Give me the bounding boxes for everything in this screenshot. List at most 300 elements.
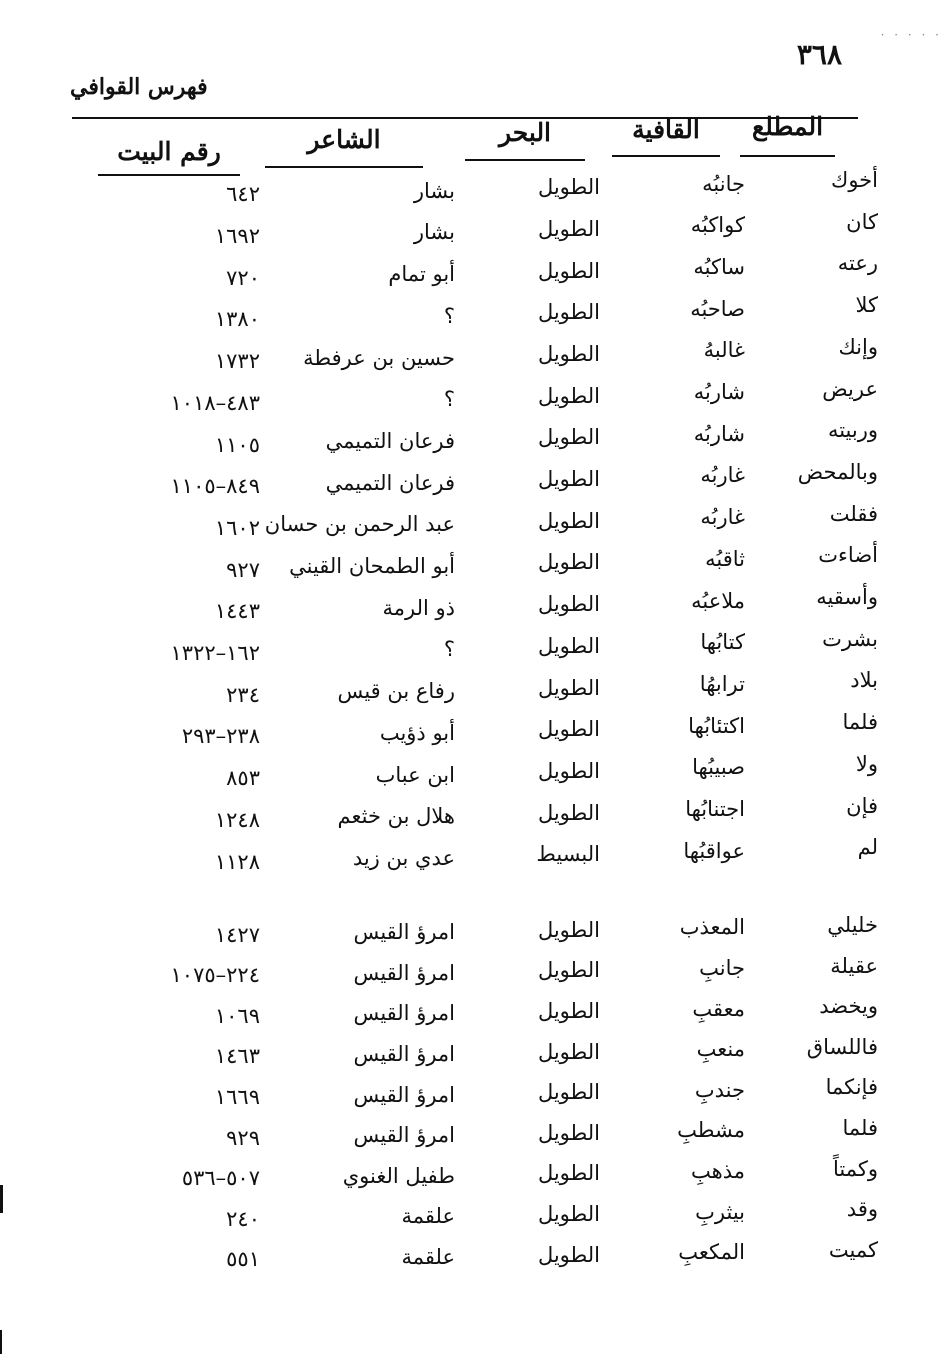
rhyme-cell-text: عواقبُها	[683, 838, 745, 863]
poet-cell	[354, 1001, 455, 1025]
meter-cell	[538, 175, 600, 199]
verse-number-cell-text: ٧٢٠	[226, 265, 260, 290]
poet-cell-text: امرؤ القيس	[353, 960, 455, 985]
page-number: ٣٦٨	[796, 38, 842, 71]
opening-cell-text: فاللساق	[806, 1034, 878, 1059]
poet-cell	[414, 179, 455, 203]
table-row	[0, 954, 950, 994]
scan-speckle: · · · · ·	[880, 28, 942, 42]
meter-cell	[538, 550, 600, 574]
verse-number-cell-text: ٢٢٤–١٠٧٥	[170, 963, 260, 988]
table-row	[0, 1075, 950, 1115]
column-header-poet-label: الشاعر	[307, 125, 381, 154]
poet-cell-text: ذو الرمة	[382, 595, 455, 620]
rhyme-cell-text: غاربُه	[700, 505, 745, 530]
opening-cell-text: بلاد	[850, 668, 878, 693]
meter-cell-text: الطويل	[537, 550, 600, 575]
poet-cell-text: امرؤ القيس	[353, 1001, 455, 1026]
poet-cell	[326, 429, 455, 453]
opening-cell-text: وأسقيه	[816, 585, 878, 609]
verse-number-cell-text: ١٤٤٣	[214, 599, 260, 624]
meter-cell-text: الطويل	[537, 1201, 600, 1226]
verse-number-cell-text: ١٤٦٣	[214, 1044, 260, 1069]
opening-cell	[798, 460, 878, 484]
poet-cell	[354, 961, 455, 985]
table-row	[0, 418, 950, 458]
opening-cell-text: وقد	[846, 1197, 878, 1222]
meter-cell	[538, 759, 600, 783]
meter-cell	[538, 425, 600, 449]
verse-number-cell	[100, 1126, 260, 1150]
verse-number-cell	[100, 474, 260, 498]
rhyme-cell	[691, 213, 745, 237]
verse-number-cell	[100, 1004, 260, 1028]
poet-cell-text: امرؤ القيس	[353, 1041, 455, 1066]
poet-cell	[444, 637, 455, 661]
meter-cell-text: الطويل	[537, 633, 600, 658]
verse-number-cell-text: ١٣٨٠	[214, 307, 260, 332]
poet-cell	[289, 554, 455, 578]
verse-number-cell	[100, 516, 260, 540]
table-row	[0, 1035, 950, 1075]
rhyme-cell-text: مذهبِ	[691, 1158, 745, 1183]
opening-cell	[822, 627, 878, 651]
verse-number-cell	[100, 307, 260, 331]
verse-number-cell-text: ٨٤٩–١١٠٥	[170, 474, 260, 499]
meter-cell-text: الطويل	[537, 1161, 600, 1186]
table-row	[0, 251, 950, 291]
rhyme-cell-text: ملاعبُه	[691, 588, 745, 613]
poet-cell-text: ابن عباب	[375, 762, 455, 787]
opening-cell	[826, 1075, 878, 1099]
meter-cell-text: الطويل	[537, 341, 600, 366]
rhyme-cell-text: اجتنابُها	[685, 797, 745, 822]
table-row	[0, 627, 950, 667]
opening-cell-text: فقلت	[829, 501, 878, 526]
poet-cell	[338, 804, 455, 828]
poet-cell-text: امرؤ القيس	[353, 1123, 455, 1148]
column-header-poet	[265, 125, 423, 154]
rhyme-cell	[700, 630, 745, 654]
rhyme-cell	[694, 422, 745, 446]
poet-cell	[383, 596, 456, 620]
poet-cell	[338, 679, 455, 703]
meter-cell-text: الطويل	[537, 383, 600, 408]
meter-cell-text: الطويل	[537, 425, 600, 450]
rhyme-cell	[697, 1037, 745, 1061]
column-header-rhyme-label: القافية	[632, 115, 700, 144]
opening-cell	[828, 418, 878, 442]
opening-cell-text: عريض	[822, 376, 878, 401]
rhyme-cell-text: صبيبُها	[692, 755, 745, 780]
meter-cell	[538, 384, 600, 408]
verse-number-cell	[100, 433, 260, 457]
rhyme-cell	[683, 839, 745, 863]
table-row	[0, 543, 950, 583]
poet-cell	[401, 1204, 455, 1228]
meter-cell-text: البسيط	[536, 842, 600, 867]
rhyme-cell-text: جانبُه	[702, 171, 745, 196]
meter-cell-text: الطويل	[537, 800, 600, 825]
column-header-verse-number-label: رقم البيت	[117, 137, 221, 166]
opening-cell-text: أخوك	[831, 168, 878, 192]
verse-number-cell	[100, 599, 260, 623]
opening-cell-text: وإنك	[838, 334, 878, 359]
poet-cell-text: ؟	[443, 637, 455, 662]
poet-cell-text: حسين بن عرفطة	[303, 345, 455, 370]
opening-cell-text: وربيته	[827, 418, 878, 443]
rhyme-cell	[691, 1159, 745, 1183]
rhyme-cell-text: ثاقبُه	[705, 546, 745, 571]
rhyme-cell	[677, 1118, 745, 1142]
opening-cell-text: كميت	[828, 1237, 878, 1262]
verse-number-cell	[100, 349, 260, 373]
rhyme-cell-text: ترابهُا	[699, 671, 745, 696]
rhyme-cell-text: شاربُه	[693, 421, 745, 446]
rhyme-cell-text: المعذب	[679, 915, 745, 940]
verse-number-cell-text: ١١٠٥	[214, 432, 260, 457]
meter-cell-text: الطويل	[537, 300, 600, 325]
rhyme-cell-text: منعبِ	[696, 1037, 745, 1062]
rhyme-cell-text: اكتئابُها	[688, 713, 745, 738]
poet-cell	[303, 346, 455, 370]
meter-cell	[538, 1040, 600, 1064]
rhyme-cell	[691, 589, 745, 613]
rhyme-cell-text: غالبهُ	[703, 338, 745, 363]
poet-cell	[376, 763, 455, 787]
opening-cell	[847, 1197, 878, 1221]
poet-cell	[353, 846, 455, 870]
table-row	[0, 460, 950, 500]
meter-cell	[538, 592, 600, 616]
verse-number-cell-text: ٦٤٢	[226, 182, 260, 207]
poet-cell	[354, 1083, 455, 1107]
poet-cell	[444, 387, 455, 411]
rhyme-cell	[700, 463, 745, 487]
table-row	[0, 1157, 950, 1197]
opening-cell-text: أضاءت	[818, 543, 878, 568]
meter-cell-text: الطويل	[537, 258, 600, 283]
poet-cell	[388, 262, 455, 286]
poet-cell-text: بشار	[413, 178, 455, 203]
verse-number-cell-text: ٥٠٧–٥٣٦	[181, 1166, 260, 1191]
opening-cell-text: بشرت	[822, 626, 878, 651]
rhyme-cell-text: شاربُه	[693, 380, 745, 405]
rhyme-cell-text: صاحبُه	[690, 296, 745, 321]
poet-cell-text: أبو الطمحان القيني	[289, 554, 455, 579]
meter-cell-text: الطويل	[537, 508, 600, 533]
rhyme-cell	[705, 547, 745, 571]
meter-cell	[538, 1202, 600, 1226]
poet-cell	[380, 721, 455, 745]
rhyme-cell	[678, 1240, 745, 1264]
poet-cell	[414, 220, 455, 244]
meter-cell	[538, 1121, 600, 1145]
table-row	[0, 1116, 950, 1156]
verse-number-cell-text: ١٢٤٨	[214, 807, 260, 832]
rhyme-cell-text: جانبِ	[699, 955, 745, 980]
opening-cell-text: فإنكما	[825, 1075, 878, 1100]
verse-number-cell	[100, 391, 260, 415]
poet-cell-text: عبد الرحمن بن حسان	[264, 512, 455, 537]
verse-number-cell	[100, 724, 260, 748]
poet-cell	[444, 304, 455, 328]
opening-cell-text: كان	[846, 209, 878, 234]
verse-number-cell	[100, 641, 260, 665]
table-row	[0, 502, 950, 542]
opening-cell-text: ولا	[855, 751, 878, 776]
verse-number-cell	[100, 266, 260, 290]
opening-cell	[827, 913, 878, 937]
opening-cell	[822, 377, 878, 401]
verse-number-cell-text: ٩٢٧	[226, 557, 260, 582]
verse-number-cell	[100, 1247, 260, 1271]
verse-number-cell-text: ١٤٢٧	[214, 922, 260, 947]
opening-cell	[838, 335, 878, 359]
rhyme-cell-text: ساكبُه	[693, 254, 745, 279]
verse-number-cell	[100, 1207, 260, 1231]
poet-cell-text: هلال بن خثعم	[337, 804, 455, 829]
poet-cell-text: امرؤ القيس	[353, 1082, 455, 1107]
poet-cell-text: عدي بن زيد	[352, 845, 455, 870]
table-row	[0, 668, 950, 708]
meter-cell-text: الطويل	[537, 1242, 600, 1267]
meter-cell-text: الطويل	[537, 1039, 600, 1064]
meter-cell-text: الطويل	[537, 1080, 600, 1105]
opening-cell	[855, 293, 878, 317]
opening-cell	[807, 1035, 878, 1059]
table-row	[0, 794, 950, 834]
rhyme-cell	[700, 672, 745, 696]
table-row	[0, 1197, 950, 1237]
table-row	[0, 752, 950, 792]
opening-cell	[838, 251, 878, 275]
opening-cell	[831, 168, 878, 192]
column-header-meter-label: البحر	[498, 118, 552, 147]
table-row	[0, 994, 950, 1034]
opening-cell	[850, 668, 878, 692]
verse-number-cell-text: ١٧٣٢	[214, 349, 260, 374]
opening-cell-text: رعته	[837, 251, 878, 276]
meter-cell	[538, 801, 600, 825]
opening-cell-text: لم	[857, 835, 878, 860]
verse-number-cell	[100, 1166, 260, 1190]
opening-cell-text: وبالمحض	[797, 459, 878, 484]
poet-cell-text: فرعان التميمي	[325, 428, 455, 453]
opening-cell	[846, 794, 878, 818]
poet-cell-text: طفيل الغنوي	[342, 1163, 455, 1188]
poet-cell	[354, 920, 455, 944]
poet-cell-text: ؟	[443, 303, 455, 328]
verse-number-cell	[100, 808, 260, 832]
meter-cell	[536, 842, 600, 866]
margin-mark	[0, 1330, 2, 1354]
verse-number-cell-text: ١١٢٨	[214, 849, 260, 874]
poet-cell	[265, 512, 455, 536]
verse-number-cell	[100, 558, 260, 582]
verse-number-cell-text: ٢٣٨–٢٩٣	[181, 724, 260, 749]
poet-cell	[343, 1164, 455, 1188]
opening-cell	[842, 1116, 878, 1140]
opening-cell	[819, 994, 878, 1018]
poet-cell-text: بشار	[413, 220, 455, 245]
rhyme-cell	[693, 255, 745, 279]
table-row	[0, 710, 950, 750]
poet-cell-text: رفاع بن قيس	[337, 679, 455, 704]
meter-cell-text: الطويل	[537, 467, 600, 492]
rhyme-cell	[699, 956, 745, 980]
column-header-meter	[465, 118, 585, 147]
poet-cell-text: ؟	[443, 387, 455, 412]
opening-cell	[846, 210, 878, 234]
opening-cell	[830, 502, 878, 526]
rhyme-cell-text: معقبِ	[692, 996, 745, 1021]
verse-number-cell	[100, 1044, 260, 1068]
opening-cell	[818, 543, 878, 567]
meter-cell-text: الطويل	[537, 917, 600, 942]
verse-number-cell-text: ١٦٦٩	[214, 1084, 260, 1109]
rhyme-cell	[688, 714, 745, 738]
rhyme-cell	[685, 797, 745, 821]
column-header-opening-label: المطلع	[751, 112, 824, 141]
verse-number-cell-text: ١٠٦٩	[214, 1003, 260, 1028]
meter-cell	[538, 509, 600, 533]
opening-cell	[816, 585, 878, 609]
column-header-underline	[465, 159, 585, 161]
poet-cell-text: علقمة	[401, 1244, 455, 1269]
rhyme-cell-text: بيثربِ	[695, 1199, 745, 1224]
rhyme-cell	[692, 755, 745, 779]
verse-number-cell	[100, 923, 260, 947]
rhyme-cell	[695, 1200, 745, 1224]
meter-cell-text: الطويل	[537, 717, 600, 742]
opening-cell-text: خليلي	[827, 913, 878, 937]
opening-cell	[829, 1238, 878, 1262]
meter-cell	[538, 342, 600, 366]
table-row	[0, 335, 950, 375]
meter-cell	[538, 1243, 600, 1267]
verse-number-cell	[100, 850, 260, 874]
meter-cell-text: الطويل	[537, 998, 600, 1023]
rhyme-cell	[680, 915, 745, 939]
table-row	[0, 293, 950, 333]
rhyme-cell	[692, 997, 745, 1021]
rhyme-cell	[702, 172, 745, 196]
verse-number-cell-text: ١٦٠٢	[214, 515, 260, 540]
verse-number-cell-text: ١٦٩٢	[214, 224, 260, 249]
table-row	[0, 585, 950, 625]
poet-cell-text: امرؤ القيس	[353, 920, 455, 945]
opening-cell-text: فلما	[842, 710, 878, 735]
verse-number-cell-text: ٢٤٠	[226, 1206, 260, 1231]
verse-number-cell-text: ٥٥١	[226, 1247, 260, 1272]
meter-cell	[538, 467, 600, 491]
table-row	[0, 168, 950, 208]
meter-cell	[538, 676, 600, 700]
verse-number-cell	[100, 963, 260, 987]
verse-number-cell-text: ٨٥٣	[226, 766, 260, 791]
table-row	[0, 1238, 950, 1278]
meter-cell	[538, 634, 600, 658]
rhyme-cell	[700, 505, 745, 529]
running-title: فهرس القوافي	[70, 74, 208, 100]
verse-number-cell	[100, 182, 260, 206]
opening-cell-text: كلا	[855, 293, 878, 318]
poet-cell	[354, 1042, 455, 1066]
opening-cell	[830, 954, 878, 978]
meter-cell-text: الطويل	[537, 675, 600, 700]
rhyme-cell-text: مشطبِ	[677, 1118, 745, 1143]
opening-cell-text: ويخضد	[819, 994, 878, 1019]
meter-cell	[538, 717, 600, 741]
verse-number-cell	[100, 1085, 260, 1109]
poet-cell	[401, 1245, 455, 1269]
meter-cell	[538, 259, 600, 283]
verse-number-cell	[100, 224, 260, 248]
opening-cell-text: فإن	[846, 793, 878, 818]
poet-cell-text: علقمة	[401, 1204, 455, 1229]
verse-number-cell-text: ٤٨٣–١٠١٨	[170, 390, 260, 415]
poet-cell-text: أبو تمام	[388, 262, 455, 287]
column-header-opening	[740, 112, 835, 141]
meter-cell-text: الطويل	[537, 758, 600, 783]
rhyme-cell	[690, 297, 745, 321]
meter-cell-text: الطويل	[537, 216, 600, 241]
opening-cell	[856, 752, 878, 776]
meter-cell	[538, 1161, 600, 1185]
opening-cell-text: عقيلة	[830, 953, 878, 978]
verse-number-cell	[100, 683, 260, 707]
table-row	[0, 377, 950, 417]
rhyme-cell	[695, 1078, 745, 1102]
column-header-underline	[740, 155, 835, 157]
meter-cell	[538, 958, 600, 982]
table-row	[0, 913, 950, 953]
poet-cell	[326, 471, 455, 495]
rhyme-cell-text: المكعبِ	[678, 1240, 745, 1265]
rhyme-cell-text: كواكبُه	[690, 213, 745, 238]
opening-cell-text: فلما	[842, 1116, 878, 1140]
meter-cell-text: الطويل	[537, 1120, 600, 1145]
verse-number-cell-text: ٩٢٩	[226, 1125, 260, 1150]
meter-cell	[538, 300, 600, 324]
rhyme-cell-text: جندبِ	[694, 1077, 745, 1102]
table-row	[0, 210, 950, 250]
column-header-rhyme	[612, 115, 720, 144]
meter-cell-text: الطويل	[537, 175, 600, 200]
margin-mark	[0, 1185, 3, 1213]
rhyme-cell	[694, 380, 745, 404]
column-header-verse-number	[98, 137, 240, 166]
meter-cell	[538, 918, 600, 942]
meter-cell	[538, 999, 600, 1023]
poet-cell-text: أبو ذؤيب	[379, 720, 455, 745]
opening-cell-text: وكمتاً	[832, 1156, 878, 1181]
meter-cell-text: الطويل	[537, 592, 600, 617]
opening-cell	[833, 1157, 878, 1181]
verse-number-cell	[100, 766, 260, 790]
meter-cell	[538, 1080, 600, 1104]
meter-cell-text: الطويل	[537, 958, 600, 983]
verse-number-cell-text: ١٦٢–١٣٢٢	[170, 641, 260, 666]
rhyme-cell-text: غاربُه	[700, 463, 745, 488]
verse-number-cell-text: ٢٣٤	[226, 682, 260, 707]
poet-cell-text: فرعان التميمي	[325, 470, 455, 495]
rhyme-cell	[704, 338, 745, 362]
rhyme-cell-text: كتابُها	[700, 630, 745, 655]
column-header-underline	[612, 155, 720, 157]
meter-cell	[538, 217, 600, 241]
